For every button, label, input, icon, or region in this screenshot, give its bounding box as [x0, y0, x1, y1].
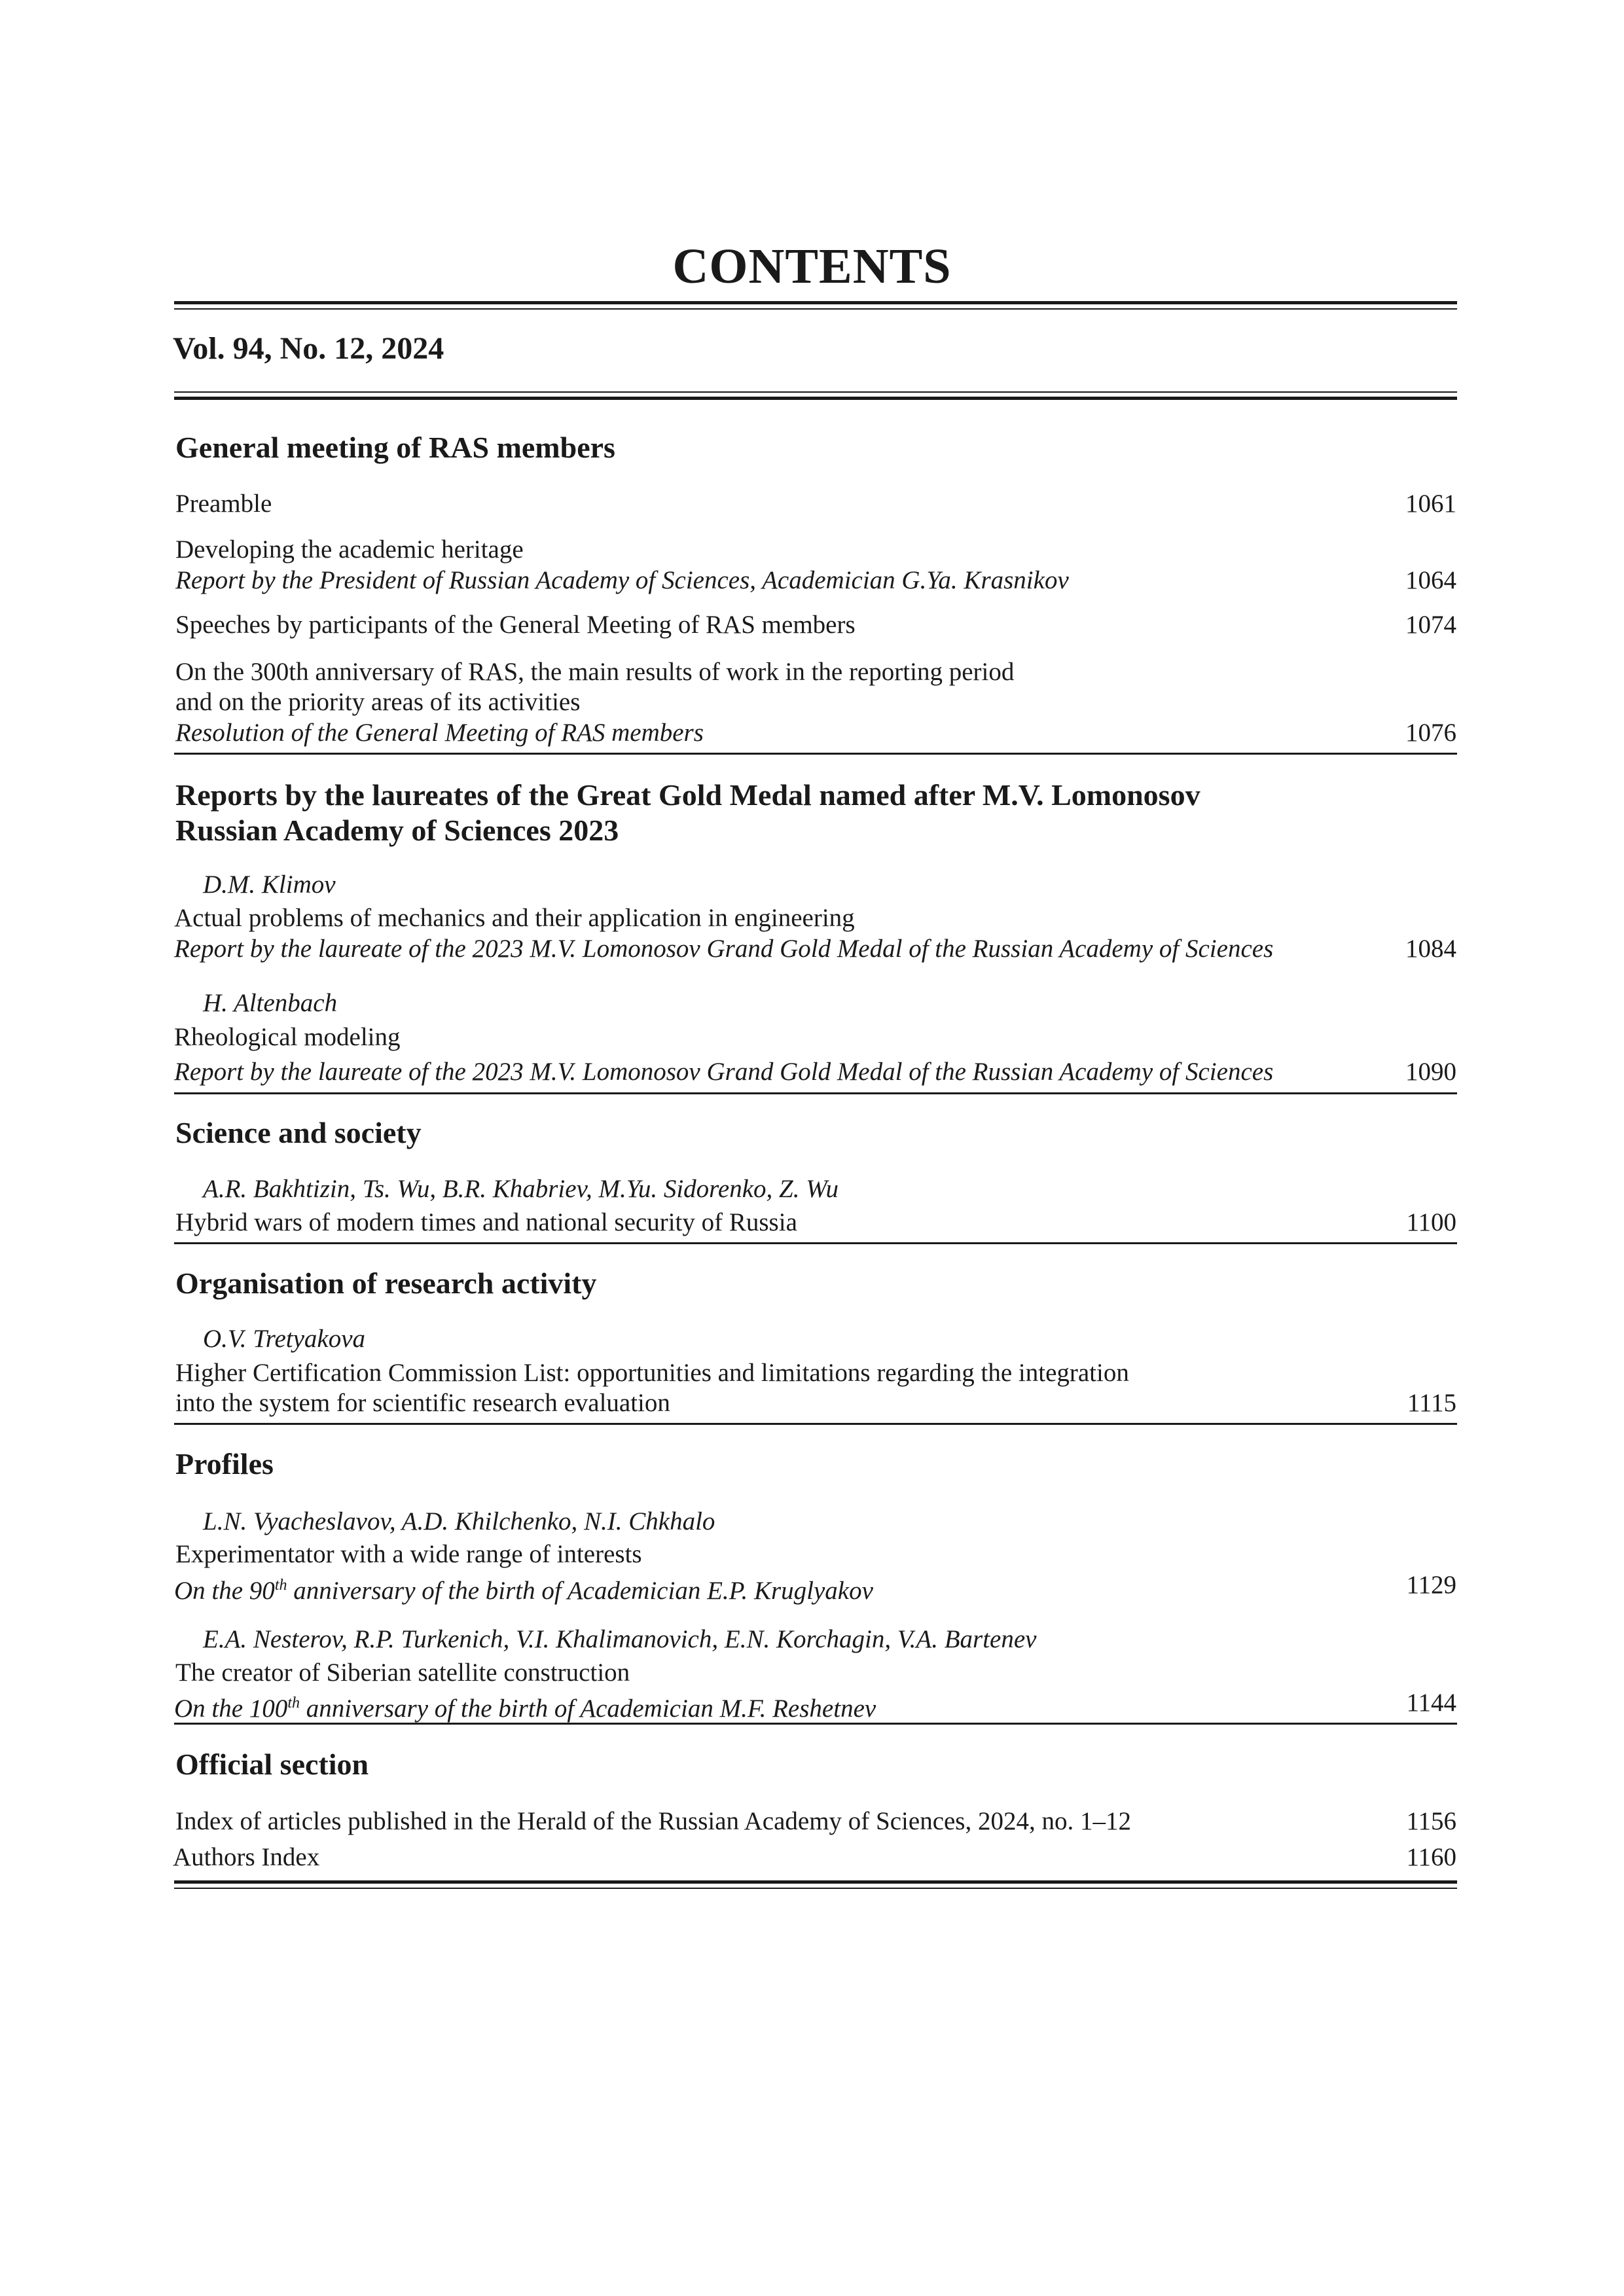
- entry-title-line: into the system for scientific research evaluation: [175, 1389, 670, 1417]
- entry-authors: E.A. Nesterov, R.P. Turkenich, V.I. Khalimanovich, E.N. Korchagin, V.A. Bartenev: [203, 1625, 1037, 1653]
- page-title: CONTENTS: [672, 239, 952, 294]
- page-number: 1076: [1405, 719, 1456, 747]
- page-number: 1115: [1407, 1389, 1456, 1417]
- entry-note: Report by the laureate of the 2023 M.V. Lomonosov Grand Gold Medal of the Russian Academy of Sciences: [174, 1058, 1274, 1086]
- page-number: 1100: [1406, 1208, 1456, 1236]
- note-text: anniversary of the birth of Academician M.F. Reshetnev: [299, 1695, 876, 1723]
- page-number: 1160: [1406, 1843, 1456, 1871]
- page-number: 1064: [1405, 566, 1456, 594]
- section-divider: [174, 1723, 1457, 1725]
- entry-note: Report by the President of Russian Academy of Sciences, Academician G.Ya. Krasnikov: [175, 566, 1069, 594]
- section-heading-line: Reports by the laureates of the Great Gold Medal named after M.V. Lomonosov: [175, 778, 1200, 812]
- issue-line: Vol. 94, No. 12, 2024: [173, 331, 444, 366]
- entry-note: Report by the laureate of the 2023 M.V. Lomonosov Grand Gold Medal of the Russian Academy of Sciences: [174, 935, 1274, 963]
- entry-note: [174, 1688, 876, 1724]
- entry-title: Authors Index: [173, 1843, 320, 1871]
- page-number: 1084: [1405, 935, 1456, 963]
- page-number: 1090: [1405, 1058, 1456, 1086]
- double-rule-top-1: [174, 301, 1457, 304]
- section-heading: Organisation of research activity: [175, 1266, 597, 1300]
- section-heading-line: Russian Academy of Sciences 2023: [175, 814, 619, 847]
- entry-authors: A.R. Bakhtizin, Ts. Wu, B.R. Khabriev, M.Yu. Sidorenko, Z. Wu: [203, 1175, 839, 1203]
- entry-title-line: On the 300th anniversary of RAS, the main results of work in the reporting period: [175, 658, 1015, 686]
- note-superscript: th: [274, 1577, 287, 1594]
- double-rule-issue-1: [174, 391, 1457, 393]
- entry-title: Rheological modeling: [174, 1023, 401, 1051]
- entry-authors: H. Altenbach: [203, 989, 338, 1017]
- entry-title: Hybrid wars of modern times and national security of Russia: [175, 1208, 797, 1236]
- section-divider: [174, 1242, 1457, 1244]
- entry-title: Developing the academic heritage: [175, 535, 524, 564]
- section-divider: [174, 1092, 1457, 1094]
- double-rule-bottom-1: [174, 1880, 1457, 1884]
- section-heading: Science and society: [175, 1116, 422, 1149]
- entry-title: Index of articles published in the Herald of the Russian Academy of Sciences, 2024, no. 1–12: [175, 1807, 1131, 1835]
- entry-title: Actual problems of mechanics and their application in engineering: [174, 904, 855, 932]
- page-number: 1061: [1405, 490, 1456, 518]
- entry-authors: D.M. Klimov: [203, 870, 336, 899]
- double-rule-bottom-2: [174, 1888, 1457, 1889]
- entry-title: Preamble: [175, 490, 272, 518]
- section-divider: [174, 753, 1457, 755]
- page-number: 1074: [1405, 611, 1456, 639]
- entry-authors: L.N. Vyacheslavov, A.D. Khilchenko, N.I. Chkhalo: [203, 1507, 715, 1535]
- entry-note: [174, 1570, 873, 1606]
- double-rule-issue-2: [174, 397, 1457, 400]
- note-text: anniversary of the birth of Academician E.P. Kruglyakov: [287, 1577, 873, 1605]
- section-heading: Official section: [175, 1748, 369, 1781]
- entry-note: Resolution of the General Meeting of RAS members: [175, 719, 704, 747]
- entry-title-line: and on the priority areas of its activities: [175, 688, 581, 716]
- section-heading: Profiles: [175, 1447, 274, 1480]
- entry-title: Experimentator with a wide range of interests: [175, 1540, 642, 1568]
- page-number: 1144: [1406, 1689, 1456, 1717]
- entry-title: Speeches by participants of the General Meeting of RAS members: [175, 611, 856, 639]
- entry-authors: O.V. Tretyakova: [203, 1325, 366, 1353]
- section-divider: [174, 1423, 1457, 1425]
- section-heading: General meeting of RAS members: [175, 431, 615, 464]
- entry-title: The creator of Siberian satellite construction: [175, 1659, 630, 1687]
- note-superscript: th: [287, 1695, 300, 1712]
- note-text: On the 100: [174, 1695, 288, 1723]
- page-number: 1129: [1406, 1571, 1456, 1599]
- entry-title-line: Higher Certification Commission List: opportunities and limitations regarding the integration: [175, 1359, 1129, 1387]
- page-number: 1156: [1406, 1807, 1456, 1835]
- double-rule-top-2: [174, 308, 1457, 310]
- note-text: On the 90: [174, 1577, 275, 1605]
